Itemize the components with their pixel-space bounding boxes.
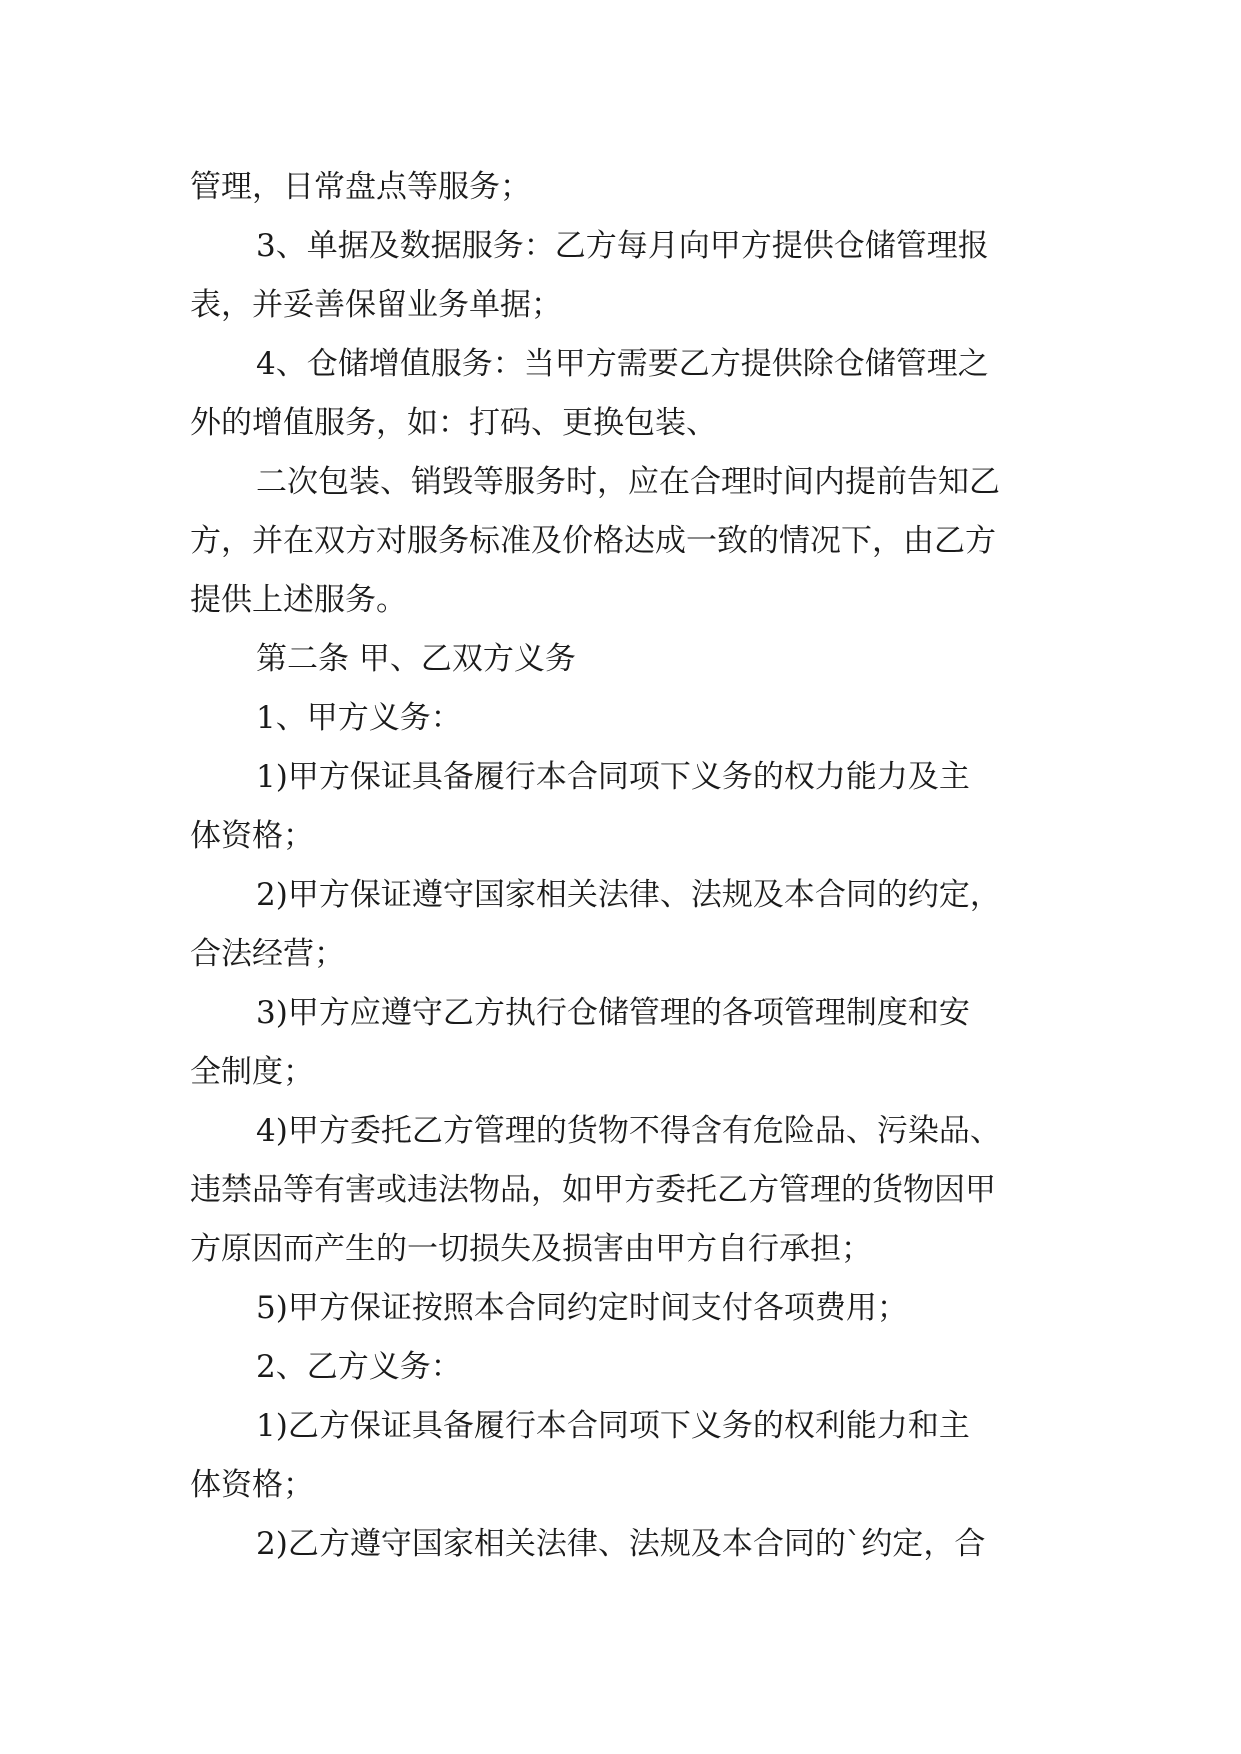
text-line: 1)甲方保证具备履行本合同项下义务的权力能力及主 [256, 759, 970, 795]
text-line: 2、乙方义务： [256, 1349, 462, 1385]
text-line: 体资格； [190, 818, 314, 854]
text-line: 合法经营； [190, 936, 345, 972]
text-line: 3)甲方应遵守乙方执行仓储管理的各项管理制度和安 [256, 995, 970, 1031]
text-line: 二次包装、销毁等服务时，应在合理时间内提前告知乙 [256, 464, 1000, 500]
section-heading: 第二条 甲、乙双方义务 [256, 641, 576, 677]
text-line: 2)乙方遵守国家相关法律、法规及本合同的`约定，合 [256, 1526, 986, 1562]
text-line: 1、甲方义务： [256, 700, 462, 736]
text-line: 表，并妥善保留业务单据； [190, 287, 562, 323]
text-line: 2)甲方保证遵守国家相关法律、法规及本合同的约定， [256, 877, 1001, 913]
text-line: 方原因而产生的一切损失及损害由甲方自行承担； [190, 1231, 872, 1267]
text-line: 5)甲方保证按照本合同约定时间支付各项费用； [256, 1290, 908, 1326]
text-line: 外的增值服务，如：打码、更换包装、 [190, 405, 717, 441]
text-line: 提供上述服务。 [190, 582, 407, 618]
text-line: 方，并在双方对服务标准及价格达成一致的情况下，由乙方 [190, 523, 996, 559]
text-line: 3、单据及数据服务：乙方每月向甲方提供仓储管理报 [256, 228, 989, 264]
text-line: 1)乙方保证具备履行本合同项下义务的权利能力和主 [256, 1408, 970, 1444]
text-line: 4)甲方委托乙方管理的货物不得含有危险品、污染品、 [256, 1113, 1001, 1149]
text-line: 违禁品等有害或违法物品，如甲方委托乙方管理的货物因甲 [190, 1172, 996, 1208]
text-line: 4、仓储增值服务：当甲方需要乙方提供除仓储管理之 [256, 346, 989, 382]
text-line: 管理，日常盘点等服务； [190, 169, 531, 205]
text-line: 全制度； [190, 1054, 314, 1090]
text-line: 体资格； [190, 1467, 314, 1503]
